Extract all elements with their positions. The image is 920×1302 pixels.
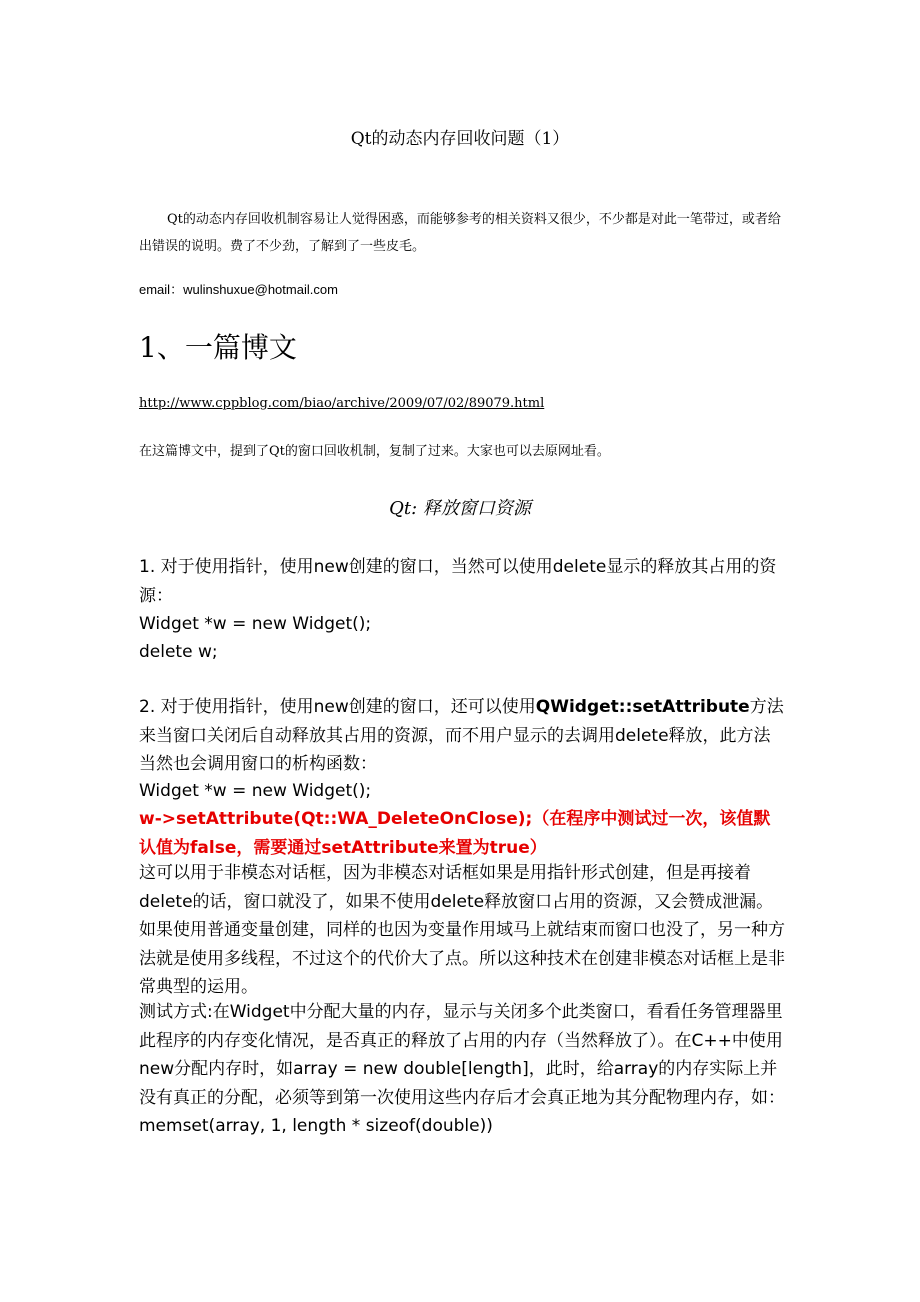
blog-link[interactable]: http://www.cppblog.com/biao/archive/2009/07/02/89079.html — [139, 396, 545, 411]
api-name: QWidget::setAttribute — [535, 697, 750, 717]
paragraph-1: 1. 对于使用指针，使用new创建的窗口，当然可以使用delete显示的释放其占用的资源： — [139, 557, 777, 606]
code-line: Widget *w = new Widget(); — [139, 614, 372, 634]
paragraph-2 — [139, 693, 787, 779]
intro-paragraph: Qt的动态内存回收机制容易让人觉得困惑，而能够参考的相关资料又很少，不少都是对此一笔带过，或者给出错误的说明。费了不少劲，了解到了一些皮毛。 — [139, 212, 781, 254]
code-line: Widget *w = new Widget(); — [139, 781, 372, 801]
paragraph-2-prefix: 2. 对于使用指针，使用new创建的窗口，还可以使用 — [139, 697, 536, 717]
article-subtitle: Qt: 释放窗口资源 — [389, 498, 531, 519]
link-note: 在这篇博文中，提到了Qt的窗口回收机制，复制了过来。大家也可以去原网址看。 — [139, 444, 610, 459]
section-heading: 1、一篇博文 — [139, 331, 297, 364]
paragraph-4: 测试方式:在Widget中分配大量的内存，显示与关闭多个此类窗口，看看任务管理器里此程序的内存变化情况，是否真正的释放了占用的内存（当然释放了）。在C++中使用new分配内存时，如array = new double[length]，此时，给array的内存实际上并没有真正的分配，必须等到第一次使用这些内存后才会真正地为其分配物理内存，如：memset(array, 1, length * sizeof(double)) — [139, 1002, 785, 1136]
paragraph-2-suffix: 方法来当窗口关闭后自动释放其占用的资源，而不用户显示的去调用delete释放，此方法当然也会调用窗口的析构函数： — [139, 697, 784, 774]
highlighted-code-note: w->setAttribute(Qt::WA_DeleteOnClose);（在程序中测试过一次，该值默认值为false，需要通过setAttribute来置为true） — [139, 809, 771, 858]
email-address[interactable]: wulinshuxue@hotmail.com — [183, 282, 338, 297]
email-label: email： — [139, 282, 184, 297]
code-line: delete w; — [139, 642, 218, 662]
paragraph-3: 这可以用于非模态对话框，因为非模态对话框如果是用指针形式创建，但是再接着delete的话，窗口就没了，如果不使用delete释放窗口占用的资源，又会赞成泄漏。如果使用普通变量创建，同样的也因为变量作用域马上就结束而窗口也没了，另一种方法就是使用多线程，不过这个的代价大了点。所以这种技术在创建非模态对话框上是非常典型的运用。 — [139, 863, 785, 997]
email-line — [139, 279, 338, 298]
document-title: Qt的动态内存回收问题（1） — [350, 129, 570, 149]
